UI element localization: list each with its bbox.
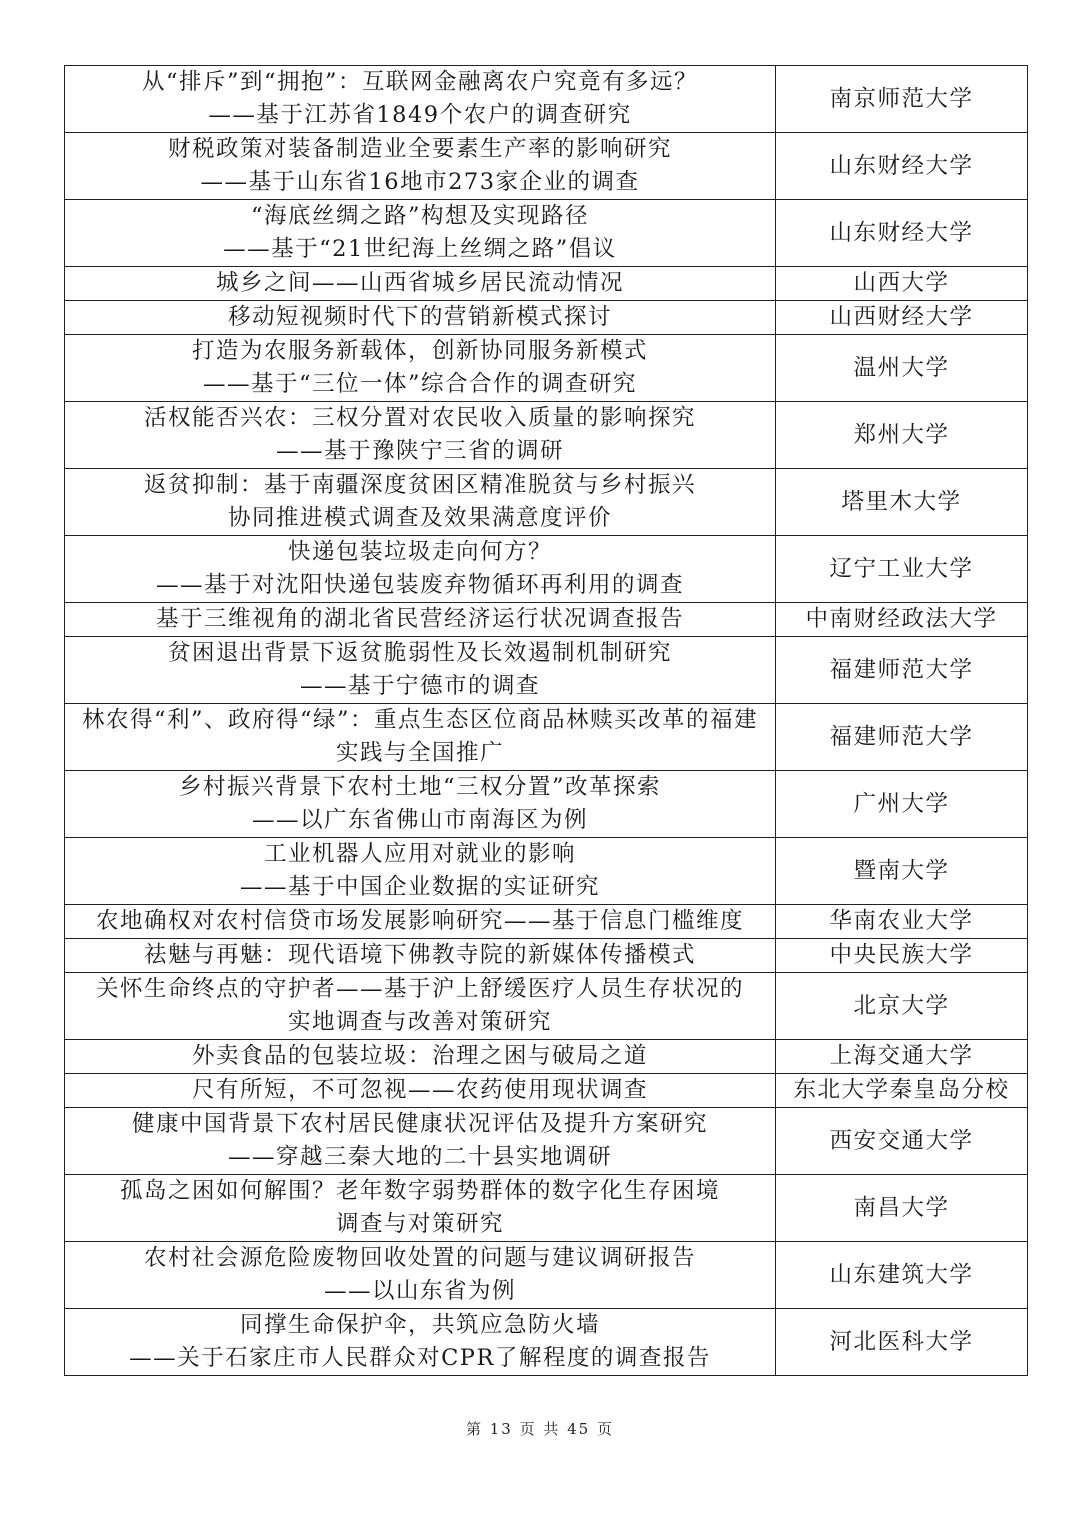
university-cell: 南昌大学 — [776, 1175, 1028, 1242]
report-title-cell — [65, 200, 776, 267]
report-title-cell — [65, 771, 776, 838]
report-title-line: ——基于“三位一体”综合合作的调查研究 — [202, 371, 637, 397]
report-title-cell — [65, 973, 776, 1040]
report-title-cell — [65, 536, 776, 603]
report-title-line: 林农得“利”、政府得“绿”：重点生态区位商品林赎买改革的福建 — [81, 707, 758, 733]
table-row — [65, 133, 1028, 200]
report-title-cell — [65, 905, 776, 939]
table-row — [65, 1175, 1028, 1242]
table-row — [65, 838, 1028, 905]
report-title-line: 尺有所短，不可忽视——农药使用现状调查 — [191, 1077, 648, 1103]
report-title-line: 同撑生命保护伞，共筑应急防火墙 — [239, 1312, 600, 1338]
university-cell: 北京大学 — [776, 973, 1028, 1040]
university-cell: 山西大学 — [776, 267, 1028, 301]
report-title-cell — [65, 704, 776, 771]
report-table — [64, 65, 1028, 1376]
report-title-line: 基于三维视角的湖北省民营经济运行状况调查报告 — [155, 606, 684, 632]
report-title-line: ——基于江苏省1849个农户的调查研究 — [208, 102, 632, 128]
report-title-line: 孤岛之困如何解围？老年数字弱势群体的数字化生存困境 — [119, 1178, 720, 1204]
report-title-line: ——基于山东省16地市273家企业的调查 — [200, 169, 640, 195]
university-cell: 山东建筑大学 — [776, 1242, 1028, 1309]
table-row — [65, 267, 1028, 301]
report-title-line: 关怀生命终点的守护者——基于沪上舒缓医疗人员生存状况的 — [95, 976, 744, 1002]
table-row — [65, 603, 1028, 637]
report-title-line: ——基于豫陕宁三省的调研 — [275, 438, 564, 464]
table-row — [65, 1108, 1028, 1175]
report-title-line: 从“排斥”到“拥抱”：互联网金融离农户究竟有多远？ — [141, 69, 698, 95]
report-title-line: ——基于宁德市的调查 — [299, 673, 540, 699]
report-title-line: ——以广东省佛山市南海区为例 — [251, 807, 588, 833]
report-title-line: 贫困退出背景下返贫脆弱性及长效遏制机制研究 — [167, 640, 672, 666]
university-cell: 南京师范大学 — [776, 66, 1028, 133]
table-row — [65, 1242, 1028, 1309]
report-title-cell — [65, 1074, 776, 1108]
report-title-line: 打造为农服务新载体，创新协同服务新模式 — [191, 338, 648, 364]
university-cell: 温州大学 — [776, 335, 1028, 402]
table-row — [65, 536, 1028, 603]
report-title-line: 快递包装垃圾走向何方？ — [287, 539, 552, 565]
table-row — [65, 939, 1028, 973]
table-row — [65, 1074, 1028, 1108]
table-row — [65, 335, 1028, 402]
report-title-line: 乡村振兴背景下农村土地“三权分置”改革探索 — [178, 774, 661, 800]
university-cell: 华南农业大学 — [776, 905, 1028, 939]
report-title-line: “海底丝绸之路”构想及实现路径 — [250, 203, 589, 229]
report-title-cell — [65, 1040, 776, 1074]
report-title-line: 协同推进模式调查及效果满意度评价 — [227, 505, 612, 531]
report-title-line: 外卖食品的包装垃圾：治理之困与破局之道 — [191, 1043, 648, 1069]
university-cell: 辽宁工业大学 — [776, 536, 1028, 603]
university-cell: 东北大学秦皇岛分校 — [776, 1074, 1028, 1108]
university-cell: 中南财经政法大学 — [776, 603, 1028, 637]
university-cell: 暨南大学 — [776, 838, 1028, 905]
university-cell: 广州大学 — [776, 771, 1028, 838]
report-title-cell — [65, 1242, 776, 1309]
report-title-line: 实地调查与改善对策研究 — [287, 1009, 552, 1035]
report-title-line: 返贫抑制：基于南疆深度贫困区精准脱贫与乡村振兴 — [143, 472, 696, 498]
table-row — [65, 1040, 1028, 1074]
table-row — [65, 905, 1028, 939]
table-row — [65, 704, 1028, 771]
report-title-cell — [65, 267, 776, 301]
report-title-line: 调查与对策研究 — [335, 1211, 504, 1237]
report-title-cell — [65, 469, 776, 536]
university-cell: 塔里木大学 — [776, 469, 1028, 536]
page-footer: 第 13 页 共 45 页 — [465, 1420, 614, 1438]
report-title-cell — [65, 1175, 776, 1242]
report-title-line: ——以山东省为例 — [323, 1278, 516, 1304]
table-row — [65, 469, 1028, 536]
table-row — [65, 66, 1028, 133]
university-cell: 福建师范大学 — [776, 637, 1028, 704]
report-title-cell — [65, 402, 776, 469]
university-cell: 上海交通大学 — [776, 1040, 1028, 1074]
table-row — [65, 200, 1028, 267]
report-title-cell — [65, 838, 776, 905]
university-cell: 山东财经大学 — [776, 200, 1028, 267]
report-title-line: 农村社会源危险废物回收处置的问题与建议调研报告 — [143, 1245, 696, 1271]
university-cell: 西安交通大学 — [776, 1108, 1028, 1175]
report-title-cell — [65, 301, 776, 335]
report-title-line: 工业机器人应用对就业的影响 — [263, 841, 576, 867]
report-title-line: 城乡之间——山西省城乡居民流动情况 — [215, 270, 624, 296]
university-cell: 中央民族大学 — [776, 939, 1028, 973]
report-title-line: ——基于中国企业数据的实证研究 — [239, 874, 600, 900]
report-title-cell — [65, 335, 776, 402]
report-title-line: 祛魅与再魅：现代语境下佛教寺院的新媒体传播模式 — [143, 942, 696, 968]
report-title-line: ——基于对沈阳快递包装废弃物循环再利用的调查 — [155, 572, 684, 598]
report-title-cell — [65, 939, 776, 973]
report-title-cell — [65, 1108, 776, 1175]
report-title-line: ——基于“21世纪海上丝绸之路”倡议 — [223, 236, 617, 262]
report-title-line: 实践与全国推广 — [335, 740, 504, 766]
university-cell: 郑州大学 — [776, 402, 1028, 469]
report-title-line: 农地确权对农村信贷市场发展影响研究——基于信息门槛维度 — [95, 908, 744, 934]
report-title-line: ——关于石家庄市人民群众对CPR了解程度的调查报告 — [129, 1345, 711, 1371]
report-title-cell — [65, 133, 776, 200]
table-row — [65, 1309, 1028, 1376]
report-title-line: ——穿越三秦大地的二十县实地调研 — [227, 1144, 612, 1170]
university-cell: 河北医科大学 — [776, 1309, 1028, 1376]
university-cell: 山西财经大学 — [776, 301, 1028, 335]
report-title-cell — [65, 637, 776, 704]
report-title-line: 健康中国背景下农村居民健康状况评估及提升方案研究 — [131, 1111, 708, 1137]
report-title-line: 活权能否兴农：三权分置对农民收入质量的影响探究 — [143, 405, 696, 431]
report-title-cell — [65, 66, 776, 133]
table-row — [65, 771, 1028, 838]
university-cell: 福建师范大学 — [776, 704, 1028, 771]
report-title-cell — [65, 1309, 776, 1376]
table-row — [65, 637, 1028, 704]
table-row — [65, 973, 1028, 1040]
university-cell: 山东财经大学 — [776, 133, 1028, 200]
table-row — [65, 402, 1028, 469]
report-title-line: 财税政策对装备制造业全要素生产率的影响研究 — [167, 136, 672, 162]
report-title-cell — [65, 603, 776, 637]
table-row — [65, 301, 1028, 335]
report-title-line: 移动短视频时代下的营销新模式探讨 — [227, 304, 612, 330]
